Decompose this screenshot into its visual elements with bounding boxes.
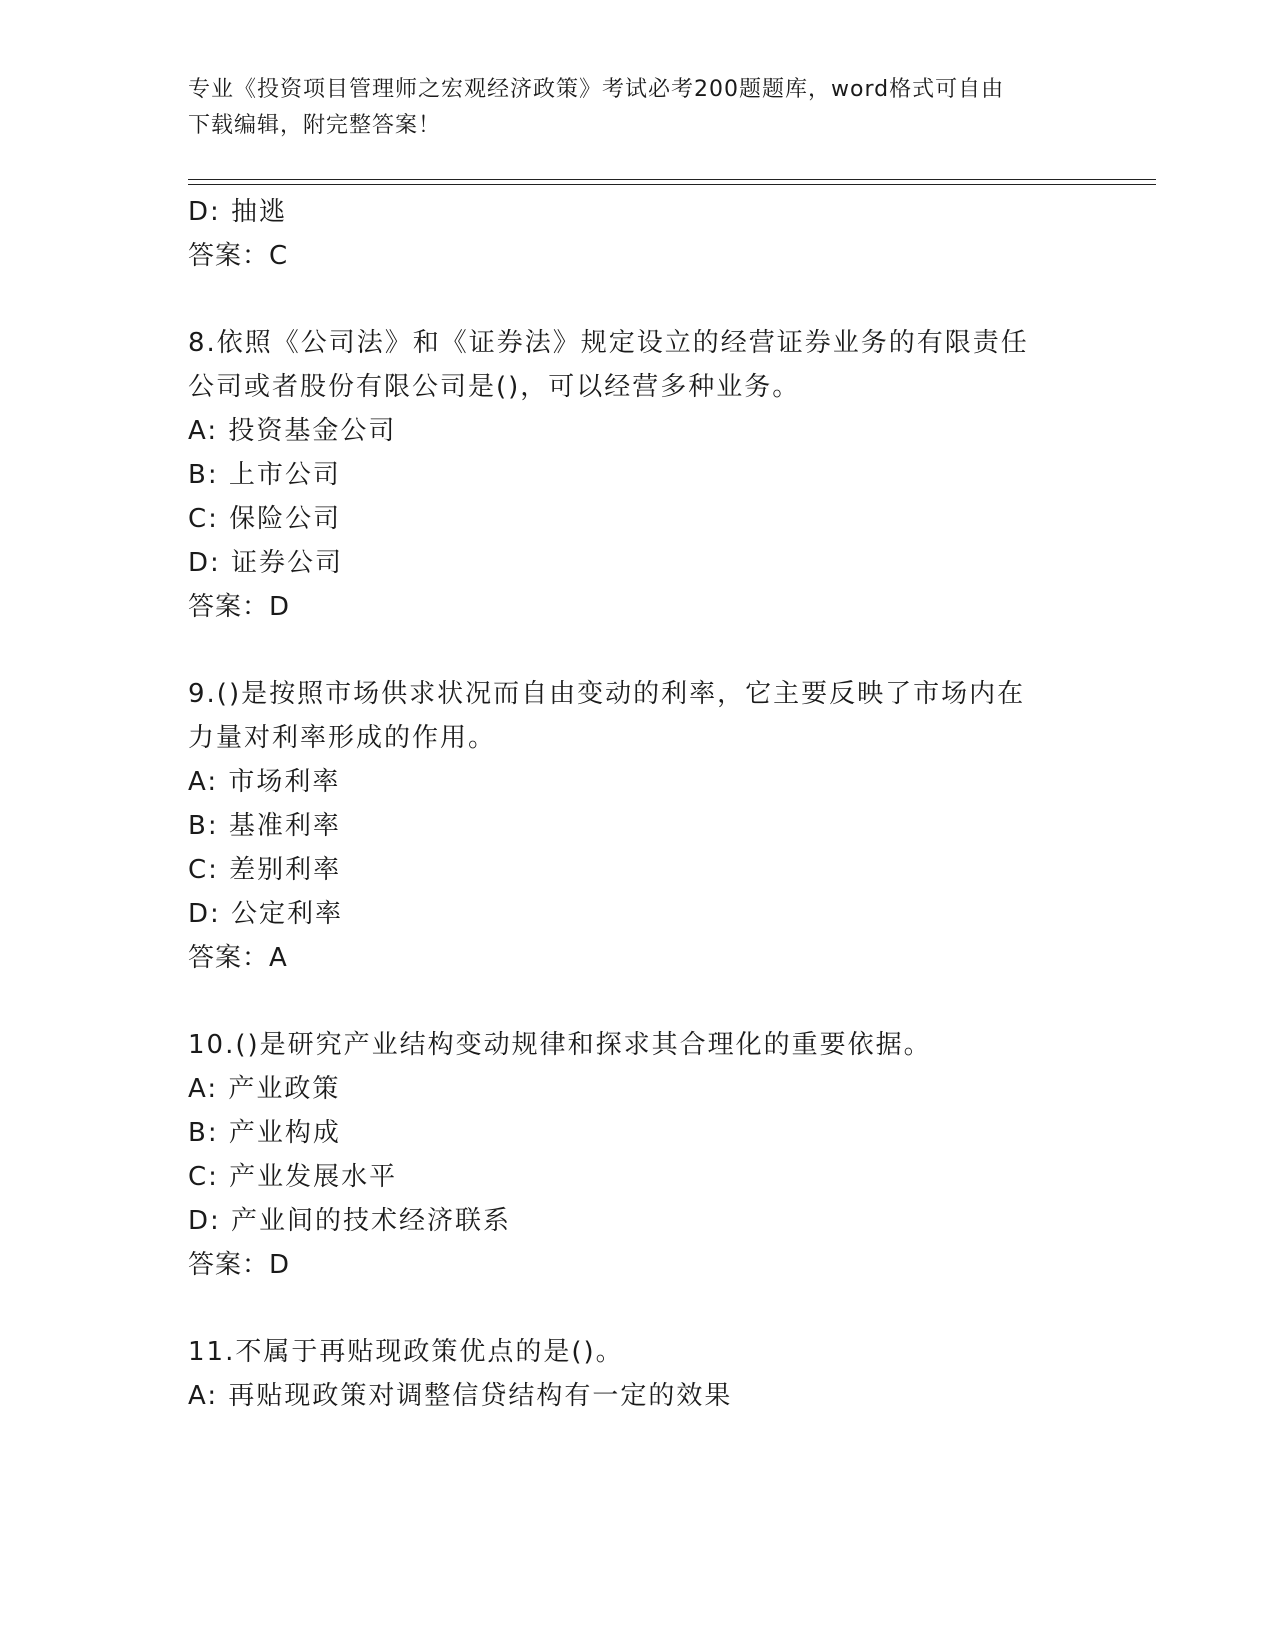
q9-option-d: D: 公定利率 — [188, 899, 344, 929]
header-divider-top — [188, 179, 1156, 180]
q8-answer: 答案：D — [188, 592, 291, 622]
prev-answer: 答案：C — [188, 241, 289, 271]
q9-stem-line-2: 力量对利率形成的作用。 — [188, 723, 497, 753]
q10-option-b: B: 产业构成 — [188, 1118, 341, 1148]
q9-answer: 答案：A — [188, 943, 288, 973]
page-header — [188, 72, 1068, 144]
q10-option-a: A: 产业政策 — [188, 1074, 341, 1104]
q9-stem-line-1: 9.()是按照市场供求状况而自由变动的利率，它主要反映了市场内在 — [188, 679, 1026, 709]
q9-option-a: A: 市场利率 — [188, 767, 341, 797]
q8-option-c: C: 保险公司 — [188, 504, 342, 534]
q9-option-c: C: 差别利率 — [188, 855, 342, 885]
q11-stem-line-1: 11.不属于再贴现政策优点的是()。 — [188, 1337, 624, 1367]
q10-option-c: C: 产业发展水平 — [188, 1162, 398, 1192]
prev-option-d: D: 抽逃 — [188, 197, 288, 227]
q8-stem-line-2: 公司或者股份有限公司是()，可以经营多种业务。 — [188, 372, 801, 402]
q8-option-a: A: 投资基金公司 — [188, 416, 397, 446]
header-title-line-1: 专业《投资项目管理师之宏观经济政策》考试必考200题题库，word格式可自由 — [188, 77, 1005, 102]
header-title-line-2: 下载编辑，附完整答案！ — [188, 113, 442, 138]
q8-option-b: B: 上市公司 — [188, 460, 341, 490]
q10-option-d: D: 产业间的技术经济联系 — [188, 1206, 512, 1236]
q10-stem-line-1: 10.()是研究产业结构变动规律和探求其合理化的重要依据。 — [188, 1030, 932, 1060]
q8-stem-line-1: 8.依照《公司法》和《证券法》规定设立的经营证券业务的有限责任 — [188, 328, 1029, 358]
q8-option-d: D: 证券公司 — [188, 548, 344, 578]
header-divider-bottom — [188, 184, 1156, 185]
q10-answer: 答案：D — [188, 1250, 291, 1280]
q11-option-a: A: 再贴现政策对调整信贷结构有一定的效果 — [188, 1381, 733, 1411]
q9-option-b: B: 基准利率 — [188, 811, 341, 841]
